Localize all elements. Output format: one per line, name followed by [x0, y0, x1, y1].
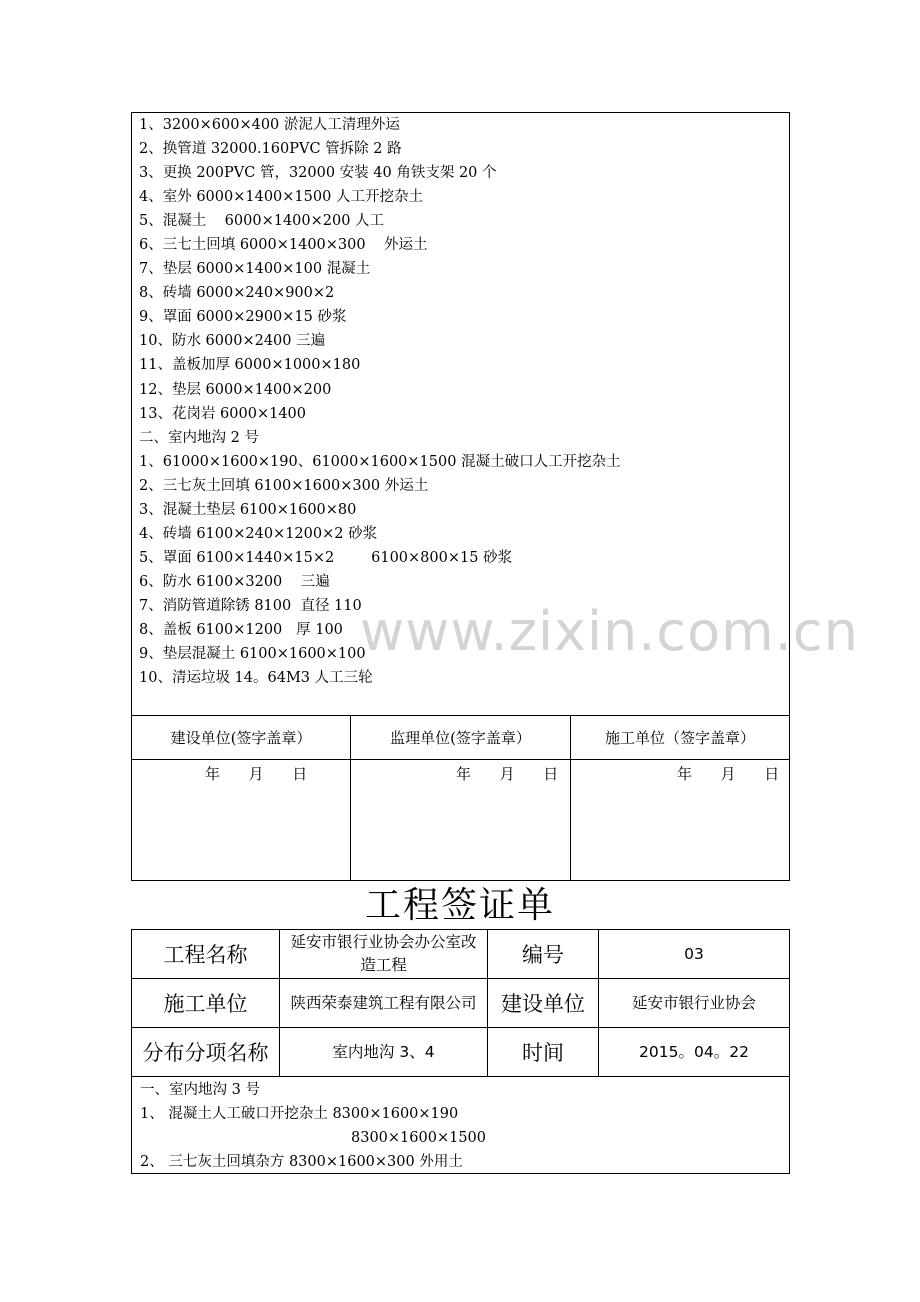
number-label: 编号 [522, 943, 564, 967]
list-item: 5、混凝土 6000×1400×200 人工 [139, 213, 385, 229]
list-item: 2、换管道 32000.160PVC 管拆除 2 路 [139, 141, 402, 157]
list-item: 13、花岗岩 6000×1400 [139, 406, 307, 422]
number-value: 03 [684, 944, 704, 963]
form-body-box [131, 1076, 790, 1174]
list-item: 2、三七灰土回填 6100×1600×300 外运土 [139, 478, 429, 494]
body-line: 2、 三七灰土回填杂方 8300×1600×300 外用土 [140, 1154, 463, 1170]
contractor-signature-area[interactable] [570, 759, 790, 881]
owner-signature-label: 建设单位(签字盖章） [170, 729, 312, 747]
body-line: 一、室内地沟 3 号 [140, 1082, 260, 1098]
list-item: 3、更换 200PVC 管，32000 安装 40 角铁支架 20 个 [139, 165, 497, 181]
list-item: 11、盖板加厚 6000×1000×180 [139, 357, 361, 373]
owner-signature-date: 年 月 日 [205, 765, 308, 783]
list-item: 7、消防管道除锈 8100 直径 110 [139, 598, 362, 614]
time-value-cell [598, 1027, 790, 1077]
watermark: www.zixin.com.cn [360, 600, 859, 663]
list-item: 9、罩面 6000×2900×15 砂浆 [139, 309, 347, 325]
list-item: 8、盖板 6100×1200 厚 100 [139, 622, 343, 638]
contractor-value-cell [279, 978, 488, 1028]
list-item: 5、罩面 6100×1440×15×2 6100×800×15 砂浆 [139, 550, 513, 566]
body-line: 1、 混凝土人工破口开挖杂土 8300×1600×190 [140, 1106, 459, 1122]
time-label: 时间 [522, 1041, 564, 1065]
supervisor-signature-header [350, 715, 571, 760]
section-label: 分布分项名称 [142, 1041, 269, 1065]
section-label-cell [131, 1027, 280, 1077]
section-value: 室内地沟 3、4 [332, 1042, 435, 1061]
contractor-signature-label: 施工单位（签字盖章） [604, 729, 755, 747]
list-item: 4、砖墙 6100×240×1200×2 砂浆 [139, 526, 378, 542]
time-label-cell [487, 1027, 599, 1077]
list-item: 6、三七土回填 6000×1400×300 外运土 [139, 237, 428, 253]
supervisor-signature-area[interactable] [350, 759, 571, 881]
project-name-value: 延安市银行业协会办公室改造工程 [290, 933, 477, 974]
owner-label: 建设单位 [501, 992, 585, 1016]
contractor-label: 施工单位 [163, 992, 248, 1016]
list-item: 10、防水 6000×2400 三遍 [139, 333, 326, 349]
owner-value: 延安市银行业协会 [631, 993, 756, 1012]
contractor-signature-header [570, 715, 790, 760]
project-name-label: 工程名称 [163, 943, 248, 967]
list-item: 4、室外 6000×1400×1500 人工开挖杂土 [139, 189, 423, 205]
body-line: 8300×1600×1500 [351, 1130, 487, 1146]
list-item: 9、垫层混凝土 6100×1600×100 [139, 646, 366, 662]
list-item: 10、清运垃圾 14。64M3 人工三轮 [139, 670, 373, 686]
supervisor-signature-date: 年 月 日 [456, 765, 559, 783]
contractor-label-cell [131, 978, 280, 1028]
number-label-cell [487, 929, 599, 979]
list-item: 8、砖墙 6000×240×900×2 [139, 285, 335, 301]
form-title: 工程签证单 [364, 885, 555, 926]
time-value: 2015。04。22 [639, 1042, 749, 1061]
list-item: 3、混凝土垫层 6100×1600×80 [139, 502, 357, 518]
contractor-signature-date: 年 月 日 [677, 765, 780, 783]
supervisor-signature-label: 监理单位(签字盖章） [390, 729, 531, 747]
owner-value-cell [598, 978, 790, 1028]
owner-signature-header [131, 715, 351, 760]
number-value-cell [598, 929, 790, 979]
list-item: 1、61000×1600×190、61000×1600×1500 混凝土破口人工开挖杂土 [139, 454, 621, 470]
list-item: 6、防水 6100×3200 三遍 [139, 574, 330, 590]
owner-signature-area[interactable] [131, 759, 351, 881]
owner-label-cell [487, 978, 599, 1028]
list-item: 1、3200×600×400 淤泥人工清理外运 [139, 117, 400, 133]
contractor-value: 陕西荣泰建筑工程有限公司 [290, 993, 477, 1012]
list-item: 12、垫层 6000×1400×200 [139, 382, 332, 398]
section-value-cell [279, 1027, 488, 1077]
project-name-label-cell [131, 929, 280, 979]
list-item: 7、垫层 6000×1400×100 混凝土 [139, 261, 371, 277]
project-name-value-cell [279, 929, 488, 979]
list-item: 二、室内地沟 2 号 [139, 430, 259, 446]
